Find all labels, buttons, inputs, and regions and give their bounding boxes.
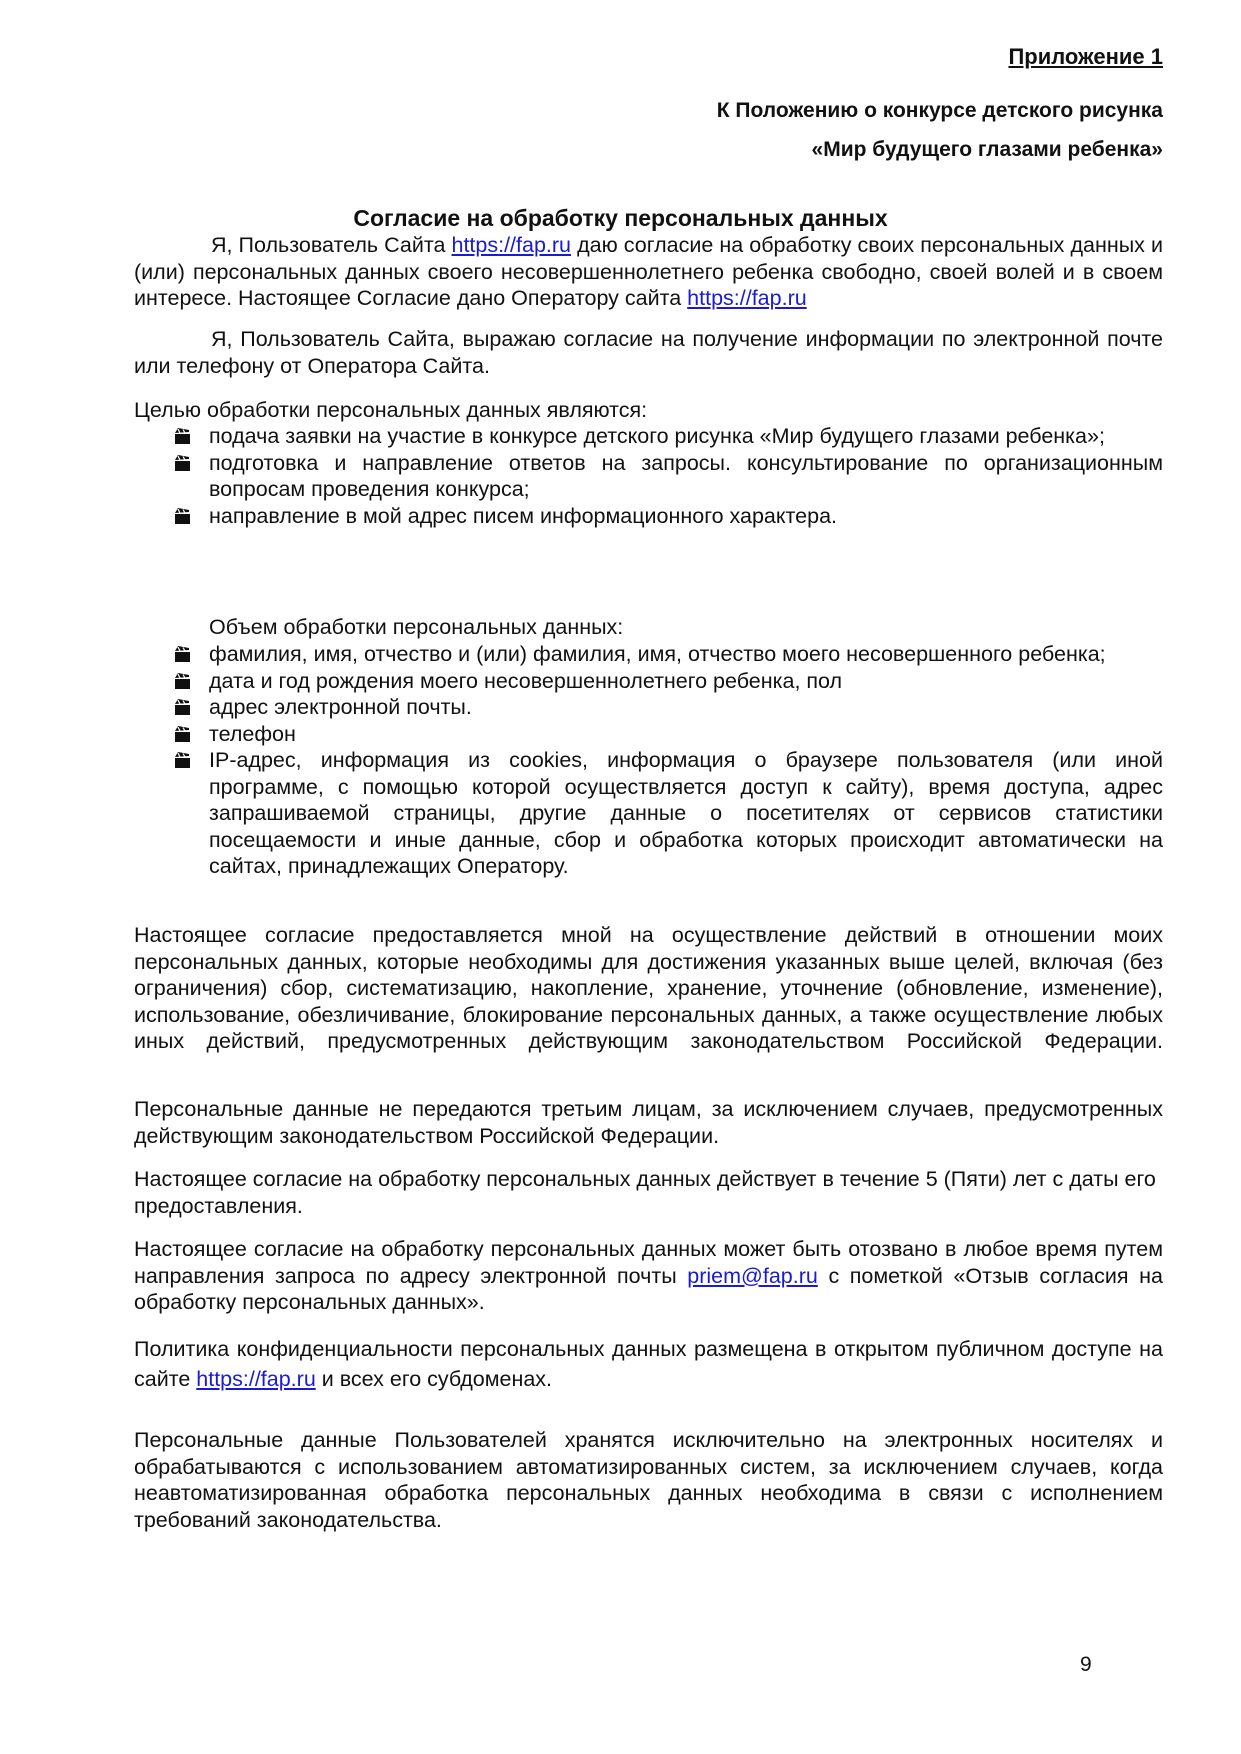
bullet-icon <box>174 427 192 445</box>
paragraph-third-parties: Персональные данные не передаются третьим лицам, за исключением случаев, предусмотренных действующим законодательством Российской Федерации. <box>134 1097 1163 1148</box>
appendix-label: Приложение 1 <box>1008 44 1163 69</box>
paragraph-text: Я, Пользователь Сайта <box>211 233 452 257</box>
paragraph-consent <box>134 232 1163 312</box>
paragraph-storage: Персональные данные Пользователей хранятся исключительно на электронных носителях и обрабатываются с использованием автоматизированных систем, за исключением случаев, когда неавтоматизированная обработка персональных данных необходима в связи с исполнением требований законодательства. <box>134 1428 1163 1532</box>
list-item: IP-адрес, информация из cookies, информация о браузере пользователя (или иной программе, с помощью которой осуществляется доступ к сайту), время доступа, адрес запрашиваемой страницы, другие данные о посетителях от сервисов статистики посещаемости и иные данные, сбор и обработка которых происходит автоматически на сайтах, принадлежащих Оператору. <box>134 747 1163 880</box>
paragraph-actions: Настоящее согласие предоставляется мной на осуществление действий в отношении моих персональных данных, которые необходимы для достижения указанных выше целей, включая (без ограничения) сбор, систематизацию, накопление, хранение, уточнение (обновление, изменение), использование, обезличивание, блокирование персональных данных, а также осуществление любых иных действий, предусмотренных действующим законодательством Российской Федерации. <box>134 923 1163 1053</box>
paragraph-validity: Настоящее согласие на обработку персональных данных действует в течение 5 (Пяти) лет с даты его предоставления. <box>134 1167 1156 1218</box>
bullet-icon <box>174 725 192 743</box>
scope-heading: Объем обработки персональных данных: <box>209 615 624 639</box>
contest-name: «Мир будущего глазами ребенка» <box>811 138 1163 161</box>
site-link[interactable]: https://fap.ru <box>687 286 807 310</box>
bullet-icon <box>174 507 192 525</box>
bullet-icon <box>174 672 192 690</box>
paragraph-revocation <box>134 1236 1163 1316</box>
list-item: дата и год рождения моего несовершеннолетнего ребенка, пол <box>134 668 1163 695</box>
regulation-reference: К Положению о конкурсе детского рисунка <box>716 99 1163 122</box>
paragraph-text: с пометкой «Отзыв согласия на обработку персональных данных». <box>134 1263 1163 1314</box>
paragraph-text: и всех его субдоменах. <box>315 1367 553 1391</box>
bullet-icon <box>174 698 192 716</box>
paragraph-privacy-policy <box>134 1334 1163 1394</box>
list-item: адрес электронной почты. <box>134 694 1163 721</box>
site-link[interactable]: https://fap.ru <box>451 233 572 257</box>
email-link[interactable]: priem@fap.ru <box>687 1263 818 1288</box>
bullet-icon <box>174 454 192 472</box>
page-number: 9 <box>1080 1653 1092 1676</box>
bullet-icon <box>174 645 192 663</box>
document-title: Согласие на обработку персональных данных <box>353 205 888 231</box>
list-item: направление в мой адрес писем информационного характера. <box>134 503 1163 530</box>
scope-list <box>134 641 1163 880</box>
list-item: подготовка и направление ответов на запросы. консультирование по организационным вопросам проведения конкурса; <box>134 450 1163 503</box>
paragraph-info-consent: Я, Пользователь Сайта, выражаю согласие на получение информации по электронной почте или телефону от Оператора Сайта. <box>134 327 1163 378</box>
site-link[interactable]: https://fap.ru <box>196 1367 316 1391</box>
paragraph-text: Настоящее согласие на обработку персональных данных может быть отозвано в любое время путем направления запроса по адресу электронной почты <box>134 1237 1163 1288</box>
paragraph-text: даю согласие на обработку своих персональных данных и (или) персональных данных своего несовершеннолетнего ребенка свободно, своей волей и в своем интересе. Настоящее Согласие дано Оператору сайта <box>134 233 1163 310</box>
purposes-heading: Целью обработки персональных данных являются: <box>134 398 648 422</box>
purposes-list <box>134 423 1163 529</box>
list-item: подача заявки на участие в конкурсе детского рисунка «Мир будущего глазами ребенка»; <box>134 423 1163 450</box>
list-item: телефон <box>134 721 1163 748</box>
bullet-icon <box>174 751 192 769</box>
list-item: фамилия, имя, отчество и (или) фамилия, имя, отчество моего несовершенного ребенка; <box>134 641 1163 668</box>
paragraph-text: Политика конфиденциальности персональных данных размещена в открытом публичном доступе на сайте <box>134 1337 1163 1391</box>
